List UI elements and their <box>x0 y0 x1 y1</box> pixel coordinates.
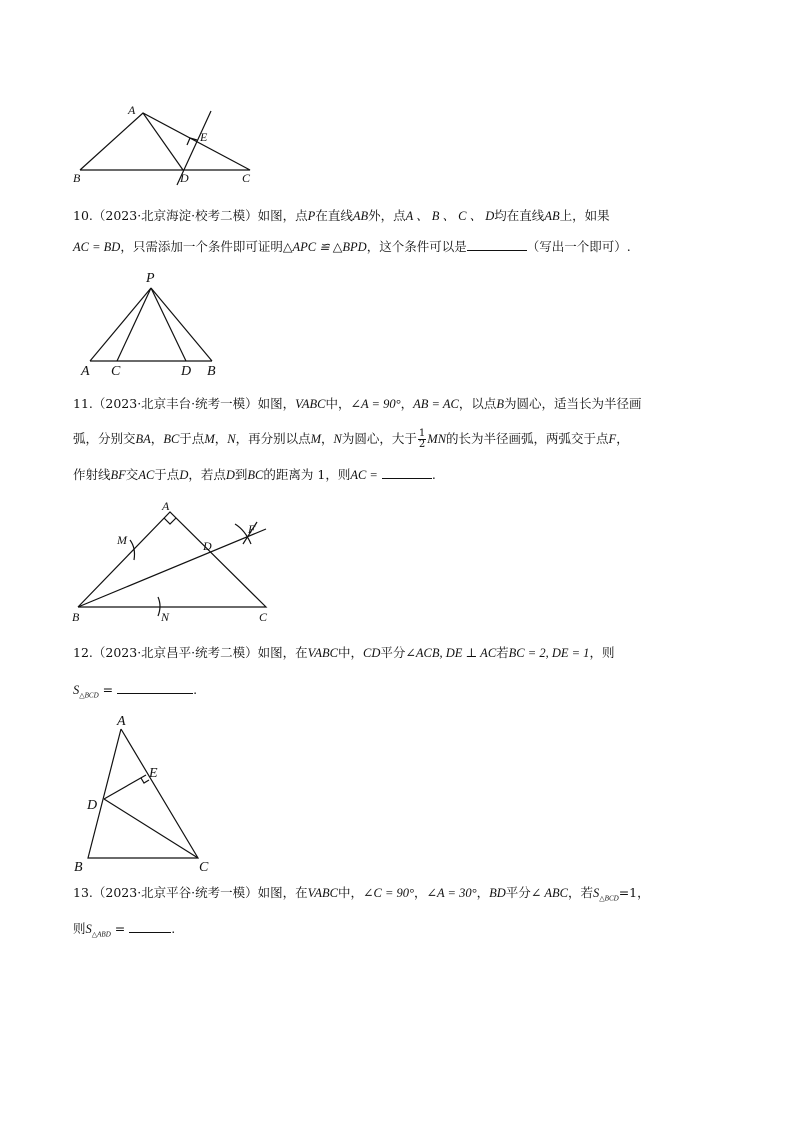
q10-number: 10 <box>73 208 89 223</box>
q11-text: 于点 <box>154 467 180 482</box>
q11-text: 的距离为 1，则 <box>263 467 351 482</box>
q10-text: 如图，点 <box>257 208 308 223</box>
q11-text: ，再分别以点 <box>235 431 311 446</box>
q12-values: BC = 2, DE = 1 <box>508 646 590 660</box>
q11-period: . <box>431 467 436 482</box>
q10-points: A 、 B 、 C 、 D <box>405 209 495 223</box>
q13-text: ，若 <box>568 885 594 900</box>
question-12-line-2 <box>73 681 197 705</box>
q11-sep: ， <box>400 396 414 411</box>
q11-segment-mn: MN <box>427 432 447 446</box>
q10-condition: AC = BD <box>73 240 121 254</box>
q11-equality: AB = AC <box>413 397 459 411</box>
fraction-numerator: 1 <box>418 428 426 439</box>
q11-text: 弧，分别交 <box>73 431 136 446</box>
label-a: A <box>162 499 170 513</box>
q13-answer-blank[interactable] <box>129 920 171 933</box>
q11-text: ，若点 <box>188 467 226 482</box>
q11-point-d: D <box>179 468 189 482</box>
q12-text: 若 <box>496 645 509 660</box>
label-a: A <box>128 103 136 117</box>
q13-text: ， <box>637 885 650 900</box>
q11-point-n: N <box>227 432 236 446</box>
q12-source: （2023·北京昌平·统考二模） <box>92 645 258 660</box>
q12-period: . <box>193 682 198 697</box>
label-d: D <box>181 364 192 379</box>
q11-text: 于点 <box>179 431 205 446</box>
q11-text: 交 <box>125 467 139 482</box>
segment-ad <box>143 113 183 170</box>
q11-sep: ， <box>150 431 164 446</box>
label-f: F <box>248 522 256 536</box>
label-b: B <box>73 171 81 185</box>
label-b: B <box>72 610 80 624</box>
q10-line-ab: AB <box>544 209 560 223</box>
segment-pc <box>117 288 151 361</box>
q10-line-ab: AB <box>352 209 369 223</box>
q11-point-m: M <box>204 432 215 446</box>
q13-angle-b: ∠ ABC <box>530 886 569 900</box>
q13-text: 则 <box>73 921 86 936</box>
q12-segment-cd: CD <box>363 646 381 660</box>
q12-triangle: VABC <box>307 646 338 660</box>
q11-answer-label: AC = <box>350 468 378 482</box>
label-p: P <box>146 271 155 286</box>
q12-text: ，则 <box>589 645 615 660</box>
question-10-line-1: 10.（2023·北京海淀·校考二模）如图，点P在直线AB外，点A 、 B 、 C 、 D均在直线AB上，如果 <box>73 208 610 223</box>
label-d: D <box>180 171 189 185</box>
question-11-line-1: 11.（2023·北京丰台·统考一模）如图，VABC中，∠A = 90°，AB = AC，以点B为圆心，适当长为半径画 <box>73 396 642 411</box>
q11-text: 如图， <box>257 396 296 411</box>
triangle-outline <box>80 113 250 170</box>
question-11-line-3 <box>73 466 436 484</box>
q12-condition: ∠ACB, DE ⊥ AC <box>405 646 497 660</box>
fraction-denominator: 2 <box>418 439 426 450</box>
question-13-line-2 <box>73 920 175 944</box>
q13-text: 如图，在 <box>257 885 308 900</box>
q13-sep: ， <box>476 885 490 900</box>
q10-text: 均在直线 <box>494 208 545 223</box>
q13-area-value: =1 <box>618 885 638 900</box>
label-e: E <box>200 130 208 144</box>
q11-source: （2023·北京丰台·统考一模） <box>92 396 258 411</box>
q11-answer-blank[interactable] <box>382 466 432 479</box>
label-c: C <box>199 860 209 875</box>
q12-text: 如图，在 <box>257 645 308 660</box>
q11-point-m: M <box>310 432 322 446</box>
q13-source: （2023·北京平谷·统考一模） <box>92 885 258 900</box>
label-m: M <box>117 533 127 547</box>
q11-side-bc: BC <box>163 432 180 446</box>
q11-point-d: D <box>225 468 235 482</box>
figure-q11 <box>70 500 275 625</box>
label-c: C <box>259 610 268 624</box>
segment-pb <box>151 288 212 361</box>
q12-answer-blank[interactable] <box>117 681 193 694</box>
q10-text: ，只需添加一个条件即可证明 <box>120 239 283 254</box>
label-d: D <box>87 798 98 813</box>
q12-area-subscript: △BCD <box>79 691 99 700</box>
figure-q12 <box>70 712 215 875</box>
q11-text: 到 <box>234 467 248 482</box>
ray-bf <box>78 529 266 607</box>
q11-side-ac: AC <box>138 468 155 482</box>
q12-text: 中， <box>338 645 364 660</box>
q12-equals: = <box>102 682 114 697</box>
q13-triangle: VABC <box>307 886 338 900</box>
q11-text: 为圆心，大于 <box>341 431 417 446</box>
question-10-line-2 <box>73 238 631 256</box>
q13-area-symbol: S <box>85 922 92 936</box>
q13-text: 中， <box>338 885 364 900</box>
q13-number: 13 <box>73 885 89 900</box>
q10-text: ，这个条件可以是 <box>366 239 467 254</box>
triangle-abc <box>88 729 198 858</box>
label-a: A <box>81 364 90 379</box>
q11-text: 中， <box>325 396 351 411</box>
label-b: B <box>207 364 216 379</box>
q13-angle-a: ∠A = 30° <box>426 886 477 900</box>
q11-text: 为圆心，适当长为半径画 <box>503 396 642 411</box>
q12-number: 12 <box>73 645 89 660</box>
q11-ray-ba: BA <box>135 432 151 446</box>
right-angle-mark <box>164 518 176 524</box>
q12-text: 平分 <box>380 645 406 660</box>
arc-m <box>130 540 135 560</box>
figure-triangle-abc-perpendicular <box>70 100 260 185</box>
q11-point-b: B <box>496 397 504 411</box>
q11-fraction <box>418 429 426 450</box>
q10-point-p: P <box>307 209 316 223</box>
right-angle-mark <box>141 778 149 783</box>
q10-text: 上，如果 <box>559 208 610 223</box>
segment-dc <box>104 799 198 858</box>
figure-q10 <box>78 268 228 378</box>
q13-equals: = <box>114 921 126 936</box>
q13-sep: ， <box>414 885 427 900</box>
q10-text: （写出一个即可）. <box>526 239 631 254</box>
q11-point-f: F <box>608 432 617 446</box>
q13-angle-c: ∠C = 90° <box>363 886 415 900</box>
segment-de <box>104 775 146 799</box>
segment-pa <box>90 288 151 361</box>
q13-area-symbol: S <box>593 886 600 900</box>
q12-area-symbol: S <box>73 683 80 697</box>
label-c: C <box>111 364 121 379</box>
label-c: C <box>242 171 251 185</box>
q13-period: . <box>171 921 176 936</box>
q11-point-n: N <box>333 432 342 446</box>
q10-answer-blank[interactable] <box>467 238 527 251</box>
label-n: N <box>161 610 170 624</box>
q11-triangle: VABC <box>295 397 326 411</box>
q11-angle: ∠A = 90° <box>350 397 401 411</box>
q13-text: 平分 <box>505 885 531 900</box>
q11-text: ，以点 <box>458 396 497 411</box>
q11-text: 作射线 <box>73 467 111 482</box>
question-11-line-2: 弧，分别交BA，BC于点M，N，再分别以点M，N为圆心，大于 $\frac{1}{2}$ MN的长为半径画弧，两弧交于点F， <box>73 428 629 450</box>
label-b: B <box>74 860 83 875</box>
q11-side-bc: BC <box>247 468 264 482</box>
label-d: D <box>203 539 212 553</box>
q10-source: （2023·北京海淀·校考二模） <box>92 208 258 223</box>
question-13-line-1: 13.（2023·北京平谷·统考一模）如图，在VABC中，∠C = 90°，∠A = 30°，BD平分∠ ABC，若$S_{\triangle BCD}=1$， <box>73 885 650 903</box>
q13-area-subscript: △BCD <box>599 894 619 903</box>
q10-congruence: △APC ≌ △BPD <box>282 240 367 254</box>
q10-text: 外，点 <box>368 208 406 223</box>
q11-ray-bf: BF <box>110 468 126 482</box>
q11-number: 11 <box>73 396 89 411</box>
q10-text: 在直线 <box>315 208 353 223</box>
q13-area-subscript: △ABD <box>91 930 111 939</box>
label-a: A <box>117 714 126 729</box>
question-12-line-1: 12.（2023·北京昌平·统考二模）如图，在VABC中，CD平分∠ACB, DE ⊥ AC若BC = 2, DE = 1，则 <box>73 645 615 660</box>
q11-text: 的长为半径画弧，两弧交于点 <box>446 431 609 446</box>
label-e: E <box>149 766 158 781</box>
q13-segment-bd: BD <box>489 886 506 900</box>
